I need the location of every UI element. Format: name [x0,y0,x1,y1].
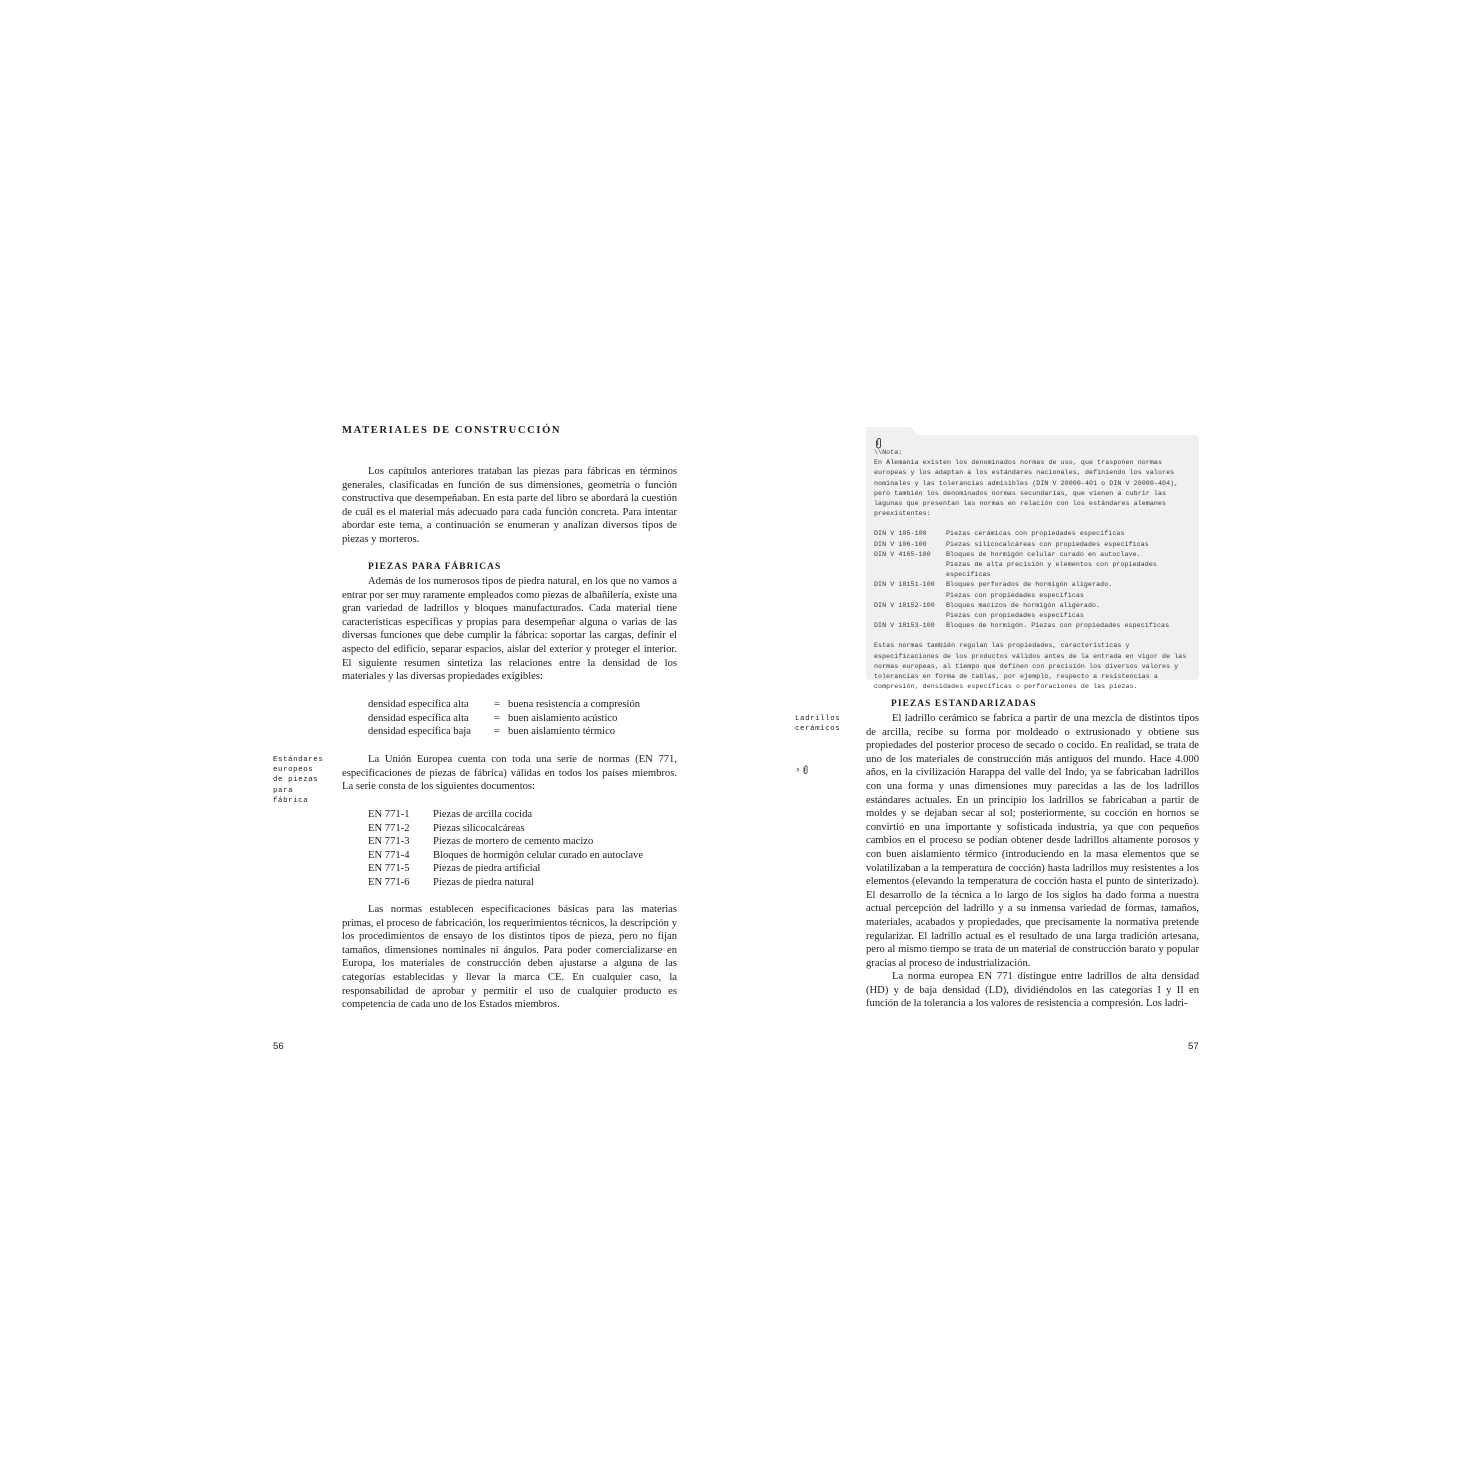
norm-code: EN 771-3 [368,836,410,848]
norm-code: EN 771-2 [368,822,410,834]
page-number-right: 57 [1188,1041,1199,1052]
cross-reference[interactable] [795,764,809,775]
page-number-left: 56 [273,1041,284,1052]
norm-code: EN 771-1 [368,809,410,820]
din-description-line: Piezas con propiedades específicas [946,591,1084,599]
eu-text: La Unión Europea cuenta con toda una serie de normas (EN 771, especificaciones de piezas de fábrica) válidas en todos los países miembros. La serie consta de los siguientes documentos: [342,754,677,793]
eu-paragraph [342,753,677,794]
list-item [874,529,1192,539]
din-code: DIN V 18151-100 [874,581,935,589]
din-code: DIN V 106-100 [874,540,927,548]
norm-code: EN 771-5 [368,863,410,875]
din-description: Piezas cerámicas con propiedades específicas [946,530,1125,538]
density-property: buena resistencia a compresión [508,699,641,710]
note-box [866,435,1199,691]
din-code: DIN V 105-100 [874,530,927,538]
din-description [946,601,1100,621]
norm-code: EN 771-6 [368,876,410,888]
din-description-line: Piezas de alta precisión y elementos con propiedades específicas [946,561,1157,579]
list-item [874,550,1192,581]
list-item [368,712,668,726]
density-term: densidad específica alta [368,699,469,710]
din-description-line: Bloques macizos de hormigón aligerado. [946,601,1101,609]
list-item [368,808,668,822]
density-term: densidad específica alta [368,712,469,724]
equals-sign: = [494,699,500,710]
din-description-line: Piezas con propiedades específicas [946,612,1084,620]
list-item [368,835,668,849]
density-term: densidad específica baja [368,726,471,738]
equals-sign: = [494,712,500,724]
equals-sign: = [494,726,500,738]
din-code: DIN V 18152-100 [874,601,935,609]
closing-text: Las normas establecen especificaciones básicas para las materias primas, el proceso de fabricación, los requerimientos técnicos, la descripción y los procedimientos de ensayo de los distintos tipos de pieza, pero no fijan tamaños, dimensiones nominales ni ángulos. Para poder comercializarse en Europa, los materiales de construcción deben ajustarse a alguna de las categorías establecidas y llevar la marca CE. En cualquier caso, la responsabilidad de aprobar y permitir el uso de cualquier producto es competencia de cada uno de los Estados miembros. [342,904,677,1011]
bricks-section [866,712,1199,1011]
margin-note-ladrillos: Ladrillos cerámicos [795,715,841,734]
section1-paragraph [342,575,677,684]
note-closing: Estas normas también regulan las propiedades, características y especificaciones de los productos válidos antes de la entrada en vigor de las normas europeas, al tiempo que definen con precisión los diversos valores y tolerancias en forma de tablas, por ejemplo, respecto a resistencias a compresión, densidades específicas o perforaciones de las piezas. [874,642,1187,691]
list-item [368,822,668,836]
list-item [368,876,668,890]
note-content [874,448,1192,692]
list-item [874,580,1192,600]
din-description: Bloques de hormigón. Piezas con propiedades específicas [946,622,1170,630]
en-list [368,808,668,890]
density-property: buen aislamiento térmico [508,726,616,738]
list-item [368,725,668,739]
din-description-line: Bloques perforados de hormigón aligerado. [946,581,1113,589]
note-label: \\Nota: [874,449,903,456]
density-list [368,698,668,739]
norm-description: Piezas de arcilla cocida [433,809,533,820]
norm-description: Piezas de piedra artificial [433,863,541,875]
paperclip-icon [802,764,809,775]
intro-paragraph [342,465,677,547]
list-item [874,601,1192,621]
norm-description: Piezas de piedra natural [433,876,534,888]
density-property: buen aislamiento acústico [508,712,618,724]
din-description: Piezas silicocalcáreas con propiedades específicas [946,540,1149,548]
bricks-paragraph-2: La norma europea EN 771 distingue entre ladrillos de alta densidad (HD) y de baja densidad (LD), dividiéndolos en las categorías I y II en función de la tolerancia a los valores de resistencia a compresión. Los ladri- [866,971,1199,1010]
note-tab [866,427,918,435]
norm-description: Bloques de hormigón celular curado en autoclave [433,849,644,861]
din-description-line: Bloques de hormigón celular curado en autoclave. [946,550,1141,558]
closing-paragraph [342,903,677,1012]
din-description [946,550,1192,581]
note-intro: En Alemania existen los denominados normas de uso, que trasponen normas europeas y los adaptan a los estándares nacionales, definiendo los valores nominales y las tolerancias admisibles (DIN V 20000-401 o DIN V 20000-404), pero también los denominados normas secundarias, que vienen a cubrir las lagunas que presentan las normas en relación con los estándares alemanes preexistentes: [874,459,1179,518]
intro-text: Los capítulos anteriores trataban las piezas para fábricas en términos generales, clasificadas en función de sus dimensiones, geometría o función constructiva que desempeñaban. En esta parte del libro se abordará la cuestión de cuál es el material más adecuado para cada función concreta. Para intentar abordar este tema, a continuación se enumeran y analizan diversos tipos de piezas y morteros. [342,466,677,545]
arrow-right-icon: › [795,764,801,775]
margin-note-standards: Estándares europeos de piezas para fábrica [273,756,324,805]
norm-description: Piezas silicocalcáreas [433,822,525,834]
norm-code: EN 771-4 [368,849,410,861]
list-item [368,849,668,863]
din-code: DIN V 18153-100 [874,622,935,630]
list-item [368,698,668,712]
din-code: DIN V 4165-100 [874,550,931,558]
section-title-piezas-fabricas: PIEZAS PARA FÁBRICAS [368,562,502,572]
list-item [874,621,1192,631]
section-title-piezas-estandarizadas: PIEZAS ESTANDARIZADAS [891,699,1037,709]
chapter-title: MATERIALES DE CONSTRUCCIÓN [342,425,562,436]
din-description [946,580,1112,600]
list-item [368,862,668,876]
section1-text: Además de los numerosos tipos de piedra natural, en los que no vamos a entrar por ser muy raramente empleados como piezas de albañilería, existe una gran variedad de ladrillos y bloques manufacturados. Cada material tiene características específicas y propias para desempeñar alguna o varias de las diversas funciones que debe cumplir la fábrica: soportar las cargas, definir el aspecto del edificio, separar espacios, aislar del exterior y proteger el interior. El siguiente resumen sintetiza las relaciones entre la densidad de los materiales y las diversas propiedades exigibles: [342,576,677,683]
bricks-paragraph-1: El ladrillo cerámico se fabrica a partir de una mezcla de distintos tipos de arcilla, recibe su forma por moldeado o extrusionado y obtiene sus propiedades del posterior proceso de secado o cocido. En realidad, se trata de uno de los materiales de construcción más antiguos del mundo. Hace 4.000 años, en la civilización Harappa del valle del Indo, ya se fabricaban ladrillos con una forma y unas dimensiones muy parecidas a las de los ladrillos estándares actuales. En un principio los ladrillos se fabricaban a partir de moldes y se dejaban secar al sol; posteriormente, su cocción en hornos se convirtió en una importante y sofisticada industria, ya que con pequeños cambios en el proceso se podían obtener desde ladrillos altamente porosos y con buen aislamiento térmico (introduciendo en la masa elementos que se volatilizaban a la temperatura de cocción) hasta ladrillos muy resistentes a los elementos (elevando la temperatura de cocción hasta el punto de sinterizado). El desarrollo de la técnica a lo largo de los siglos ha dado forma a nuestra actual percepción del ladrillo y a su inmensa variedad de formas, tamaños, materiales, acabados y propiedades, que precisamente la normativa pretende regularizar. El ladrillo actual es el resultado de una larga tradición artesana, pero al mismo tiempo se trata de un material de construcción barato y popular gracias al proceso de industrialización. [866,713,1199,969]
list-item [874,540,1192,550]
norm-description: Piezas de mortero de cemento macizo [433,836,594,848]
